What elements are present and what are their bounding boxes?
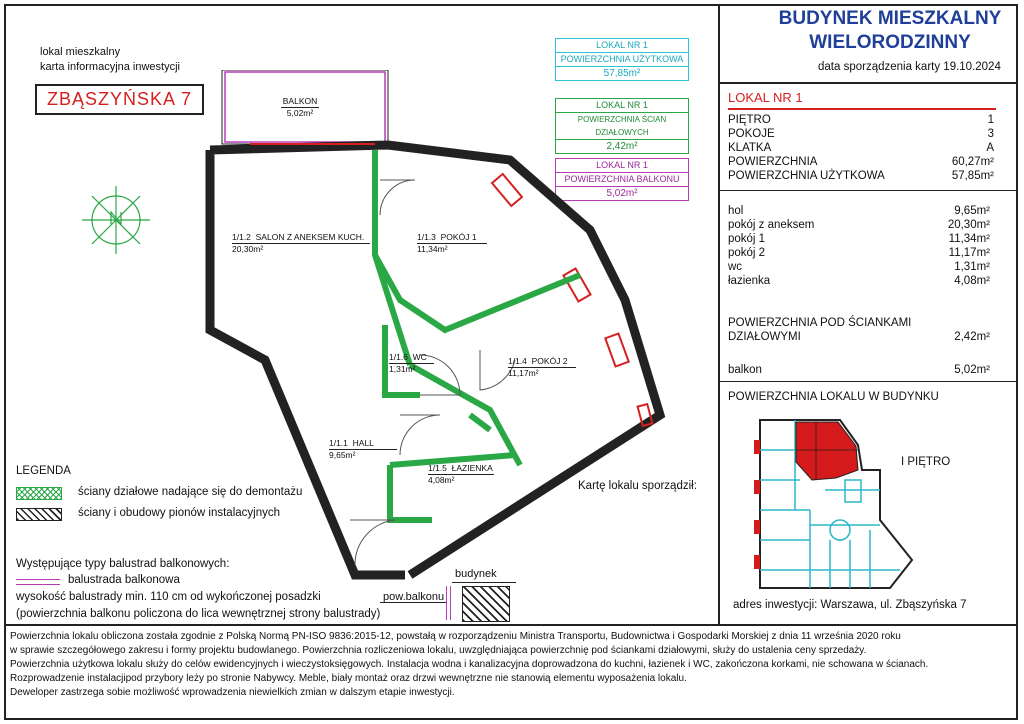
room-room1-label: pokój 1 xyxy=(728,233,766,245)
living-area: 20,30m² xyxy=(232,243,370,255)
unit-title: LOKAL NR 1 xyxy=(728,90,803,105)
hall-area: 9,65m² xyxy=(329,449,397,461)
header-divider xyxy=(718,82,1018,84)
detail-building-label: budynek xyxy=(455,568,497,580)
room-row-hall xyxy=(728,205,990,219)
floor-plan-drawing xyxy=(170,70,670,600)
footer-line-4: Rozprowadzenie instalacjipod przybory leży po stronie Nabywcy. Meble, biały montaż oraz drzwi wewnętrzne nie stanowią elementu wyposażenia lokalu. xyxy=(10,673,687,684)
spec-stairwell-label: KLATKA xyxy=(728,142,772,154)
room-row-bathroom xyxy=(728,275,990,289)
spec-floor-value: 1 xyxy=(987,114,994,126)
room1-area: 11,34m² xyxy=(417,243,487,255)
legend-installation-swatch xyxy=(16,508,62,521)
footer-line-2: w sprawie szczegółowego zakresu i formy projektu budowlanego. Powierzchnia rozliczeniowa lokalu, uwzględniająca powierzchnię pod ściankami działowymi, służy do ustalenia ceny sprzedaży. xyxy=(10,645,867,656)
spec-divider xyxy=(720,190,1016,191)
balcony-card-label: POWIERZCHNIA BALKONU xyxy=(556,173,688,187)
building-title-line2: WIELORODZINNY xyxy=(809,32,971,53)
spec-row-usable-area xyxy=(728,170,994,184)
unit-title-underline xyxy=(728,108,996,110)
info-column-divider xyxy=(718,4,720,624)
bathroom-name: ŁAZIENKA xyxy=(451,463,493,473)
card-type-label: karta informacyjna inwestycji xyxy=(40,61,180,73)
balcony-plan-area: 5,02m² xyxy=(281,107,319,119)
spec-row-floor xyxy=(728,114,994,128)
room-bathroom-label: łazienka xyxy=(728,275,771,287)
room-row-room1 xyxy=(728,233,990,247)
living-id: 1/1.2 xyxy=(232,232,251,242)
balcony-spec-value: 5,02m² xyxy=(954,364,990,376)
balustrade-title: Występujące typy balustrad balkonowych: xyxy=(16,558,230,570)
spec-stairwell-value: A xyxy=(986,142,994,154)
room1-name: POKÓJ 1 xyxy=(440,232,477,242)
room-label-room2 xyxy=(508,356,576,379)
wc-name: WC xyxy=(412,352,427,362)
detail-balcony-label: pow.balkonu xyxy=(383,591,445,603)
legend-installation-label: ściany i obudowy pionów instalacyjnych xyxy=(78,507,280,519)
usable-card-label: POWIERZCHNIA UŻYTKOWA xyxy=(556,53,688,67)
room-row-living xyxy=(728,219,990,233)
north-compass-icon xyxy=(78,182,154,258)
bathroom-area: 4,08m² xyxy=(428,474,494,486)
detail-balustrade xyxy=(446,586,451,620)
legend-partition-swatch xyxy=(16,487,62,500)
card-date: data sporządzenia karty 19.10.2024 xyxy=(818,61,1001,73)
usable-card-title: LOKAL NR 1 xyxy=(556,39,688,53)
hall-id: 1/1.1 xyxy=(329,438,348,448)
investment-address: adres inwestycji: Warszawa, ul. Zbąszyńska 7 xyxy=(733,599,967,611)
prepared-by-label: Kartę lokalu sporządził: xyxy=(578,480,697,492)
building-title-line1: BUDYNEK MIESZKALNY xyxy=(778,8,1002,29)
wc-id: 1/1.6 xyxy=(389,352,408,362)
legend-title: LEGENDA xyxy=(16,465,71,477)
balcony-card-title: LOKAL NR 1 xyxy=(556,159,688,173)
room-row-wc xyxy=(728,261,990,275)
room-wc-value: 1,31m² xyxy=(954,261,990,273)
room-hall-label: hol xyxy=(728,205,744,217)
walls-card-label: POWIERZCHNIA ŚCIAN DZIAŁOWYCH xyxy=(556,113,688,140)
room-label-wc xyxy=(389,352,434,375)
room-living-value: 20,30m² xyxy=(947,219,990,231)
location-divider xyxy=(720,381,1016,382)
room-living-label: pokój z aneksem xyxy=(728,219,815,231)
room-bathroom-value: 4,08m² xyxy=(954,275,990,287)
balcony-spec-label: balkon xyxy=(728,364,762,376)
spec-row-stairwell xyxy=(728,142,994,156)
footer-line-3: Powierzchnia użytkowa lokalu służy do celów ewidencyjnych i wieczystoksięgowych. Instalacja wodna i kanalizacyjna doprowadzona do kuchni, łazienek i WC, zakończona korkami, nie schowana w ścianach. xyxy=(10,659,929,670)
spec-rooms-label: POKOJE xyxy=(728,128,775,140)
room-wc-label: wc xyxy=(728,261,743,273)
wc-area: 1,31m² xyxy=(389,363,434,375)
room1-id: 1/1.3 xyxy=(417,232,436,242)
room-row-room2 xyxy=(728,247,990,261)
balcony-card-value: 5,02m² xyxy=(606,188,638,199)
room-label-room1 xyxy=(417,232,487,255)
walls-card-title: LOKAL NR 1 xyxy=(556,99,688,113)
balcony-plan-id: BALKON xyxy=(282,96,318,106)
location-title: POWIERZCHNIA LOKALU W BUDYNKU xyxy=(728,391,939,403)
spec-area-label: POWIERZCHNIA xyxy=(728,156,818,168)
bathroom-id: 1/1.5 xyxy=(428,463,447,473)
unit-type-label: lokal mieszkalny xyxy=(40,46,121,58)
detail-wall-hatch xyxy=(462,586,510,622)
building-key-plan xyxy=(740,410,920,590)
partition-label-line2: DZIAŁOWYMI xyxy=(728,331,801,343)
partition-label-line1: POWIERZCHNIA POD ŚCIANKAMI xyxy=(728,317,912,329)
spec-usable-value: 57,85m² xyxy=(951,170,994,182)
spec-rooms-value: 3 xyxy=(987,128,994,140)
street-address-box: ZBĄSZYŃSKA 7 xyxy=(35,84,204,115)
room2-area: 11,17m² xyxy=(508,367,576,379)
room-hall-value: 9,65m² xyxy=(954,205,990,217)
balcony-plan-label xyxy=(281,96,319,119)
room-label-bathroom xyxy=(428,463,494,486)
spec-row-rooms xyxy=(728,128,994,142)
legend-balustrade-swatch xyxy=(16,579,60,585)
hall-name: HALL xyxy=(352,438,374,448)
living-name: SALON Z ANEKSEM KUCH. xyxy=(255,232,365,242)
balustrade-item: balustrada balkonowa xyxy=(68,574,180,586)
spec-row-area xyxy=(728,156,994,170)
room2-id: 1/1.4 xyxy=(508,356,527,366)
usable-card-value: 57,85m² xyxy=(603,68,641,79)
spec-floor-label: PIĘTRO xyxy=(728,114,771,126)
balustrade-height: wysokość balustrady min. 110 cm od wykończonej posadzki xyxy=(16,591,321,603)
footer-divider xyxy=(4,624,1018,626)
detail-balcony-line xyxy=(380,602,446,603)
room2-name: POKÓJ 2 xyxy=(531,356,568,366)
balustrade-note: (powierzchnia balkonu policzona do lica wewnętrznej strony balustrady) xyxy=(16,608,381,620)
partition-value: 2,42m² xyxy=(954,331,990,343)
room-room1-value: 11,34m² xyxy=(948,233,990,245)
walls-card-value: 2,42m² xyxy=(606,141,638,152)
spec-area-value: 60,27m² xyxy=(951,156,994,168)
detail-building-line xyxy=(452,582,516,583)
room-room2-label: pokój 2 xyxy=(728,247,766,259)
legend-partition-label: ściany działowe nadające się do demontażu xyxy=(78,486,303,498)
spec-usable-label: POWIERZCHNIA UŻYTKOWA xyxy=(728,170,885,182)
floor-label: I PIĘTRO xyxy=(901,456,951,468)
room-label-hall xyxy=(329,438,397,461)
footer-line-1: Powierzchnia lokalu obliczona została zgodnie z Polską Normą PN-ISO 9836:2015-12, powstałą w rozporządzeniu Ministra Transportu, Budownictwa i Gospodarki Morskiej z dnia 11 września 2020 roku xyxy=(10,631,901,642)
room-room2-value: 11,17m² xyxy=(948,247,990,259)
footer-line-5: Deweloper zastrzega sobie możliwość wprowadzenia niewielkich zmian w dalszym etapie inwestycji. xyxy=(10,687,455,698)
room-label-living xyxy=(232,232,370,255)
